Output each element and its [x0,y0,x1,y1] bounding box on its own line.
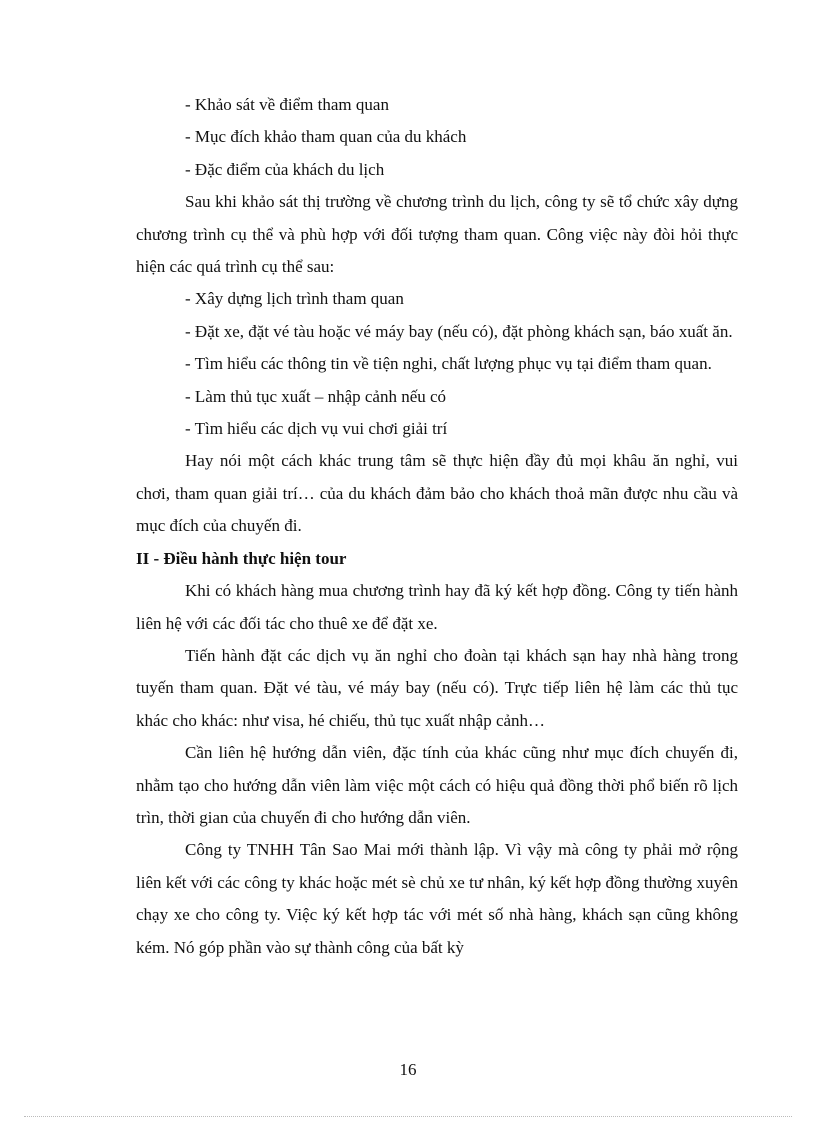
bullet-entertainment: - Tìm hiểu các dịch vụ vui chơi giải trí [185,419,448,439]
section-heading-tour-operation: II - Điều hành thực hiện tour [136,548,347,568]
paragraph-book-services: Tiến hành đặt các dịch vụ ăn nghỉ cho đoàn tại khách sạn hay nhà hàng trong tuyến tham quan. Đặt vé tàu, vé máy bay (nếu có). Trực tiếp liên hệ làm các thủ tục khác cho khác: như visa, hé chiếu, thủ tục xuất nhập cảnh… [136,645,738,730]
bullet-immigration: - Làm thủ tục xuất – nhập cảnh nếu có [185,386,447,406]
bullet-visit-purpose: - Mục đích khảo tham quan của du khách [185,127,467,147]
document-body [136,89,738,964]
bullet-bookings: - Đặt xe, đặt vé tàu hoặc vé máy bay (nếu có), đặt phòng khách sạn, báo xuất ăn. [185,321,733,341]
paragraph-program-building: Sau khi khảo sát thị trường về chương trình du lịch, công ty sẽ tổ chức xây dựng chương trình cụ thể và phù hợp với đối tượng tham quan. Công việc này đòi hỏi thực hiện các quá trình cụ thể sau: [136,192,738,277]
bullet-tourist-characteristics: - Đặc điểm của khách du lịch [185,159,385,179]
bullet-amenities-research: - Tìm hiểu các thông tin về tiện nghi, chất lượng phục vụ tại điểm tham quan. [185,354,712,374]
paragraph-tour-guide: Cần liên hệ hướng dẫn viên, đặc tính của khác cũng như mục đích chuyến đi, nhằm tạo cho hướng dẫn viên làm việc một cách có hiệu quả đồng thời phổ biến rõ lịch trìn, thời gian của chuyến đi cho hướng dẫn viên. [136,743,738,827]
page-bottom-divider [24,1116,792,1117]
paragraph-full-service: Hay nói một cách khác trung tâm sẽ thực hiện đầy đủ mọi khâu ăn nghỉ, vui chơi, tham quan giải trí… của du khách đảm bảo cho khách thoả mãn được nhu cầu và mục đích của chuyến đi. [136,451,738,536]
paragraph-company-partnerships: Công ty TNHH Tân Sao Mai mới thành lập. Vì vậy mà công ty phải mở rộng liên kết với các công ty khác hoặc mét sè chủ xe tư nhân, ký kết hợp đồng thường xuyên chạy xe cho công ty. Việc ký kết hợp tác với mét số nhà hàng, khách sạn cũng không kém. Nó góp phần vào sự thành công của bất kỳ [136,840,738,957]
page-number: 16 [399,1060,417,1079]
paragraph-contact-partners: Khi có khách hàng mua chương trình hay đã ký kết hợp đồng. Công ty tiến hành liên hệ với các đối tác cho thuê xe để đặt xe. [136,581,738,633]
bullet-build-itinerary: - Xây dựng lịch trình tham quan [185,289,404,309]
bullet-survey-destination: - Khảo sát về điểm tham quan [185,95,389,114]
